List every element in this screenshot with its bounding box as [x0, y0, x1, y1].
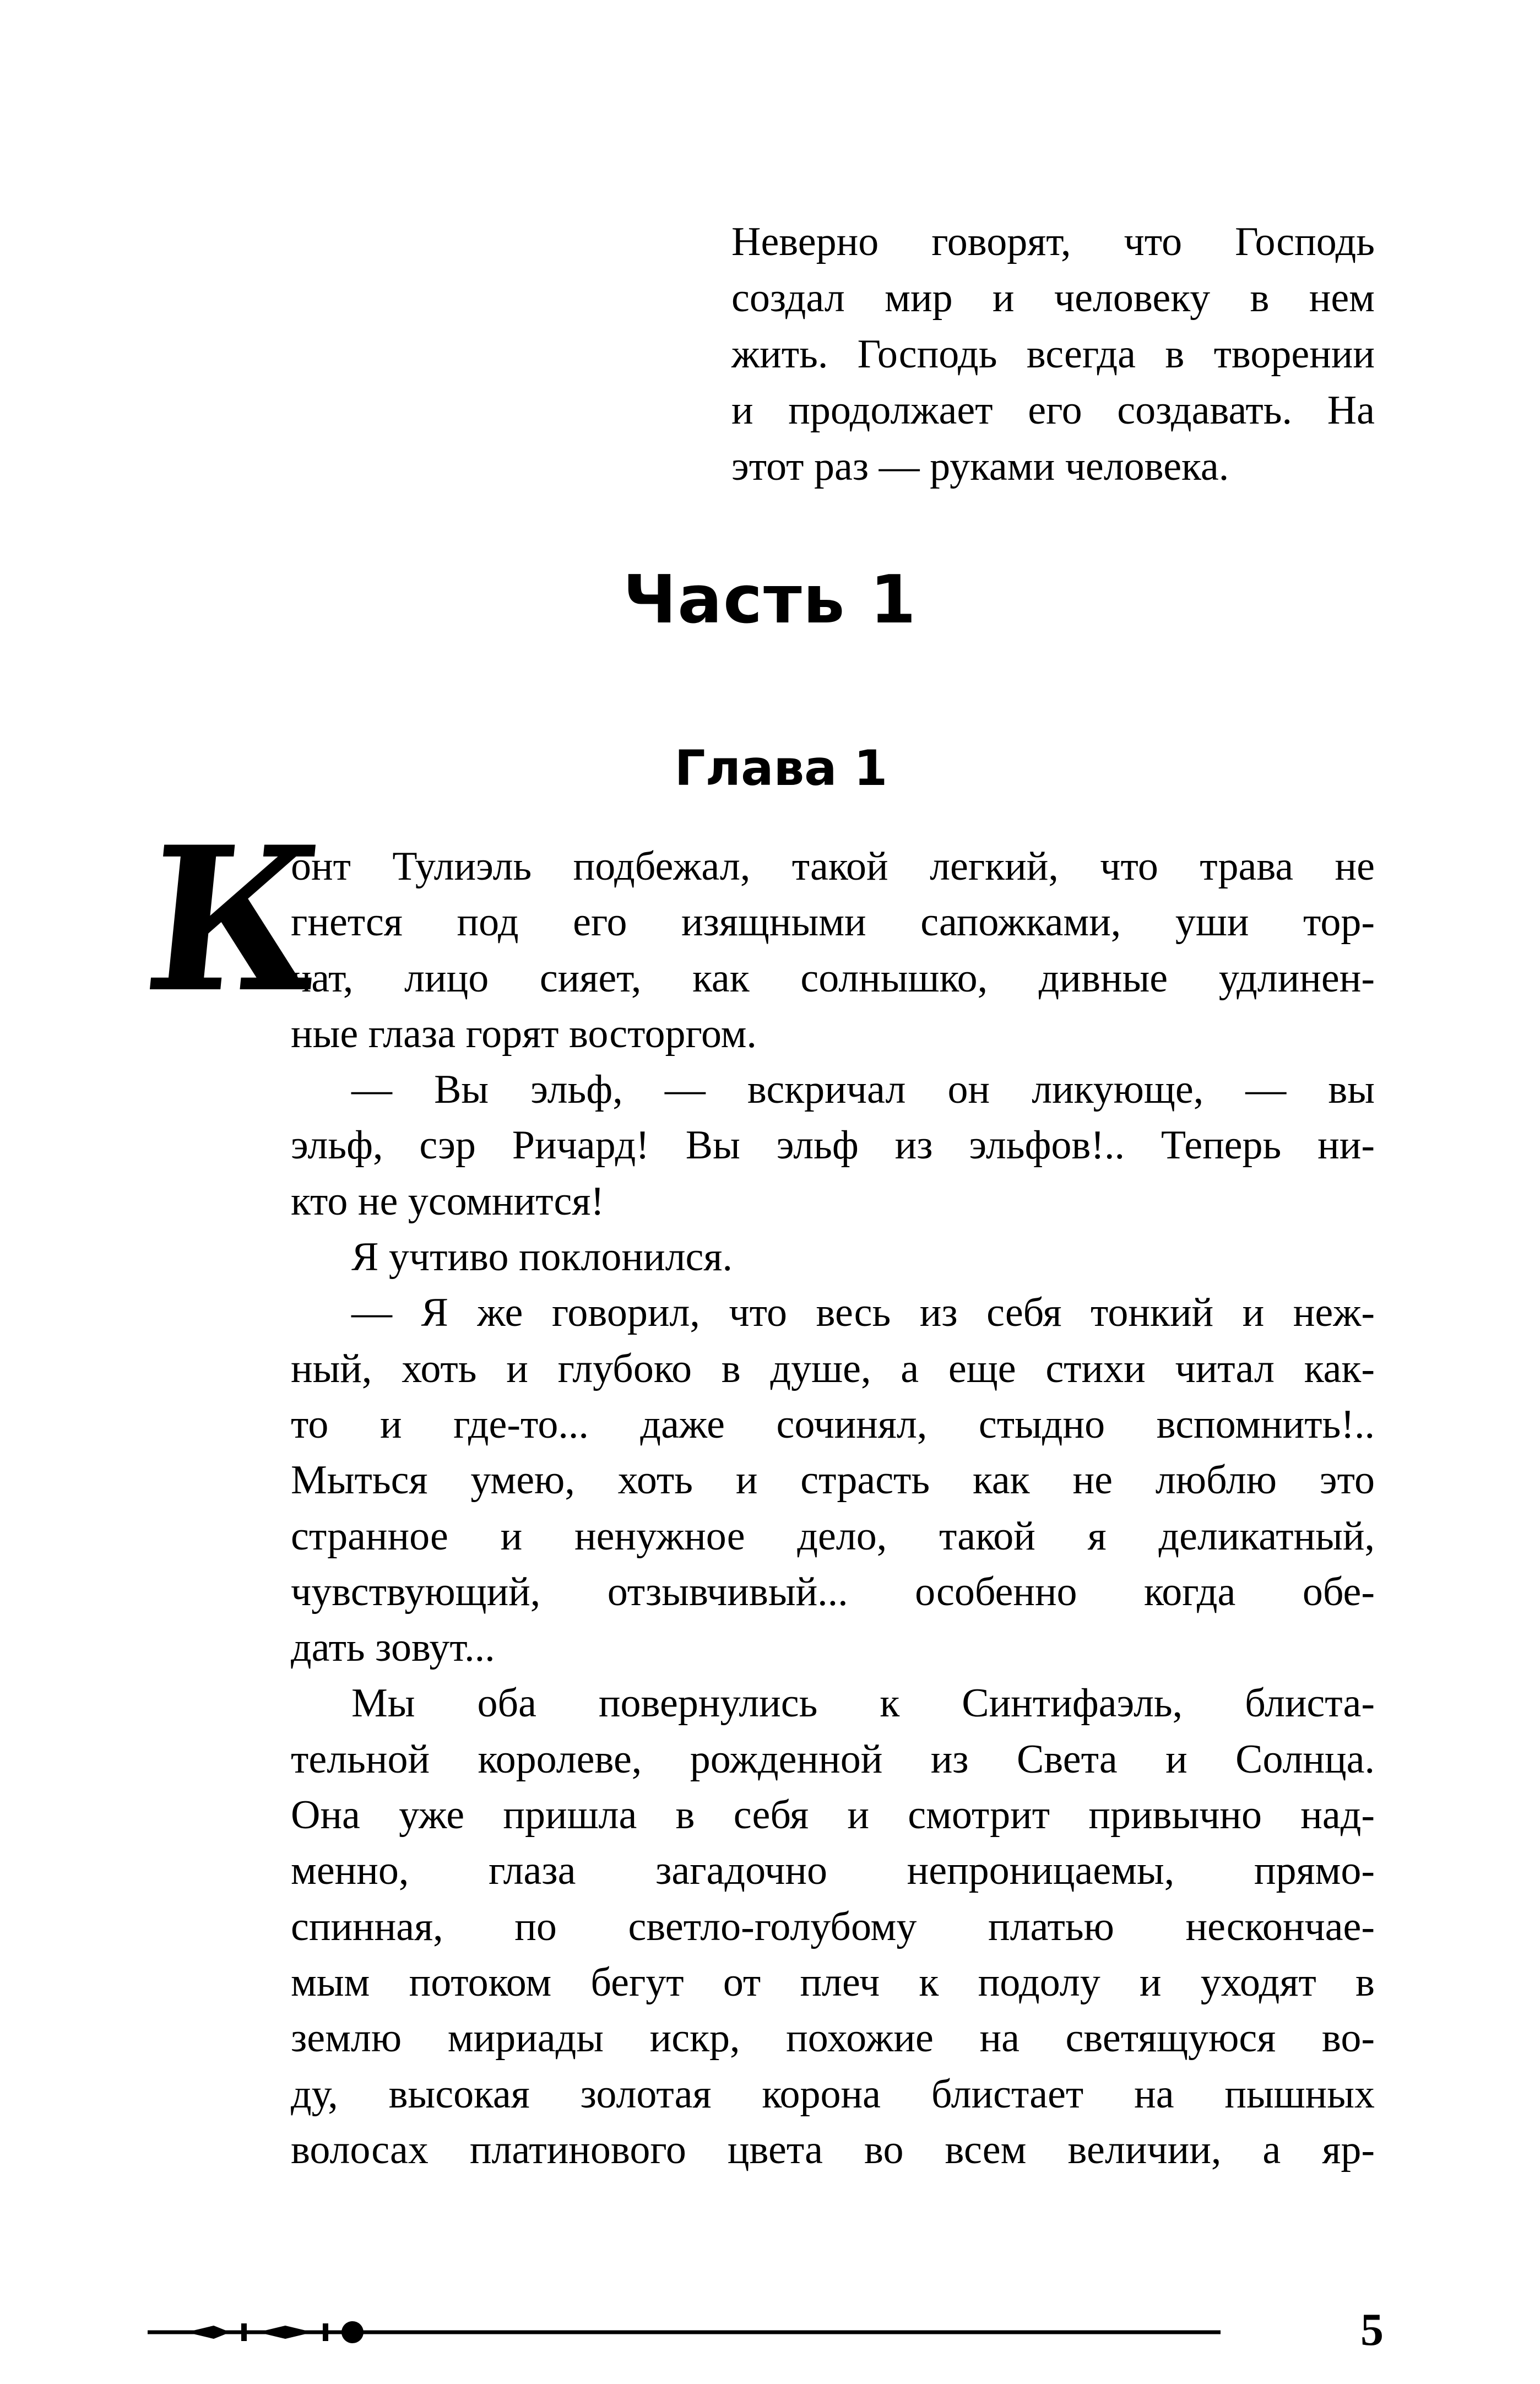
text-line: землю мириады искр, похожие на светящуюся во- [291, 2015, 1375, 2061]
page-number: 5 [1360, 2304, 1384, 2355]
part-title: Часть 1 [623, 562, 917, 638]
text-line: — Я же говорил, что весь из себя тонкий и неж- [351, 1290, 1375, 1336]
chapter-title: Глава 1 [674, 740, 888, 797]
text-line: тельной королеве, рожденной из Света и Солнца. [291, 1736, 1375, 1782]
text-line: онт Тулиэль подбежал, такой легкий, что трава не [291, 844, 1375, 889]
text-line: чувствующий, отзывчивый... особенно когда обе- [291, 1569, 1375, 1614]
text-line: Она уже пришла в себя и смотрит привычно над- [291, 1792, 1375, 1838]
text-line: чат, лицо сияет, как солнышко, дивные удлинен- [291, 955, 1375, 1001]
epigraph-line: этот раз — руками человека. [731, 444, 1229, 489]
text-line: гнется под его изящными сапожками, уши тор- [291, 900, 1375, 945]
epigraph-line: создал мир и человеку в нем [731, 275, 1375, 321]
text-line: ный, хоть и глубоко в душе, а еще стихи читал как- [291, 1346, 1375, 1391]
text-line: странное и ненужное дело, такой я деликатный, [291, 1513, 1375, 1559]
epigraph-line: Неверно говорят, что Господь [731, 219, 1375, 264]
text-line: ные глаза горят восторгом. [291, 1011, 757, 1056]
text-line: спинная, по светло-голубому платью нескончае- [291, 1904, 1375, 1949]
text-line: волосах платинового цвета во всем величии, а яр- [291, 2127, 1375, 2172]
text-line: менно, глаза загадочно непроницаемы, прямо- [291, 1848, 1375, 1894]
footer-ornament-rule [148, 2316, 1221, 2349]
text-line: кто не усомнится! [291, 1178, 605, 1224]
epigraph-line: жить. Господь всегда в творении [731, 332, 1375, 377]
text-line: Я учтиво поклонился. [351, 1234, 733, 1280]
text-line: Мыться умею, хоть и страсть как не люблю это [291, 1458, 1375, 1503]
epigraph-line: и продолжает его создавать. На [731, 388, 1375, 433]
text-line: то и где-то... даже сочинял, стыдно вспомнить!.. [291, 1401, 1375, 1447]
drop-cap: К [136, 803, 331, 1036]
text-line: — Вы эльф, — вскричал он ликующе, — вы [351, 1067, 1375, 1113]
text-line: мым потоком бегут от плеч к подолу и уходят в [291, 1959, 1375, 2005]
text-line: дать зовут... [291, 1625, 495, 1671]
text-line: ду, высокая золотая корона блистает на пышных [291, 2071, 1375, 2117]
text-line: Мы оба повернулись к Синтифаэль, блиста- [351, 1681, 1375, 1726]
text-line: эльф, сэр Ричард! Вы эльф из эльфов!.. Теперь ни- [291, 1123, 1375, 1168]
body-text [291, 839, 1375, 2178]
epigraph [731, 214, 1375, 495]
